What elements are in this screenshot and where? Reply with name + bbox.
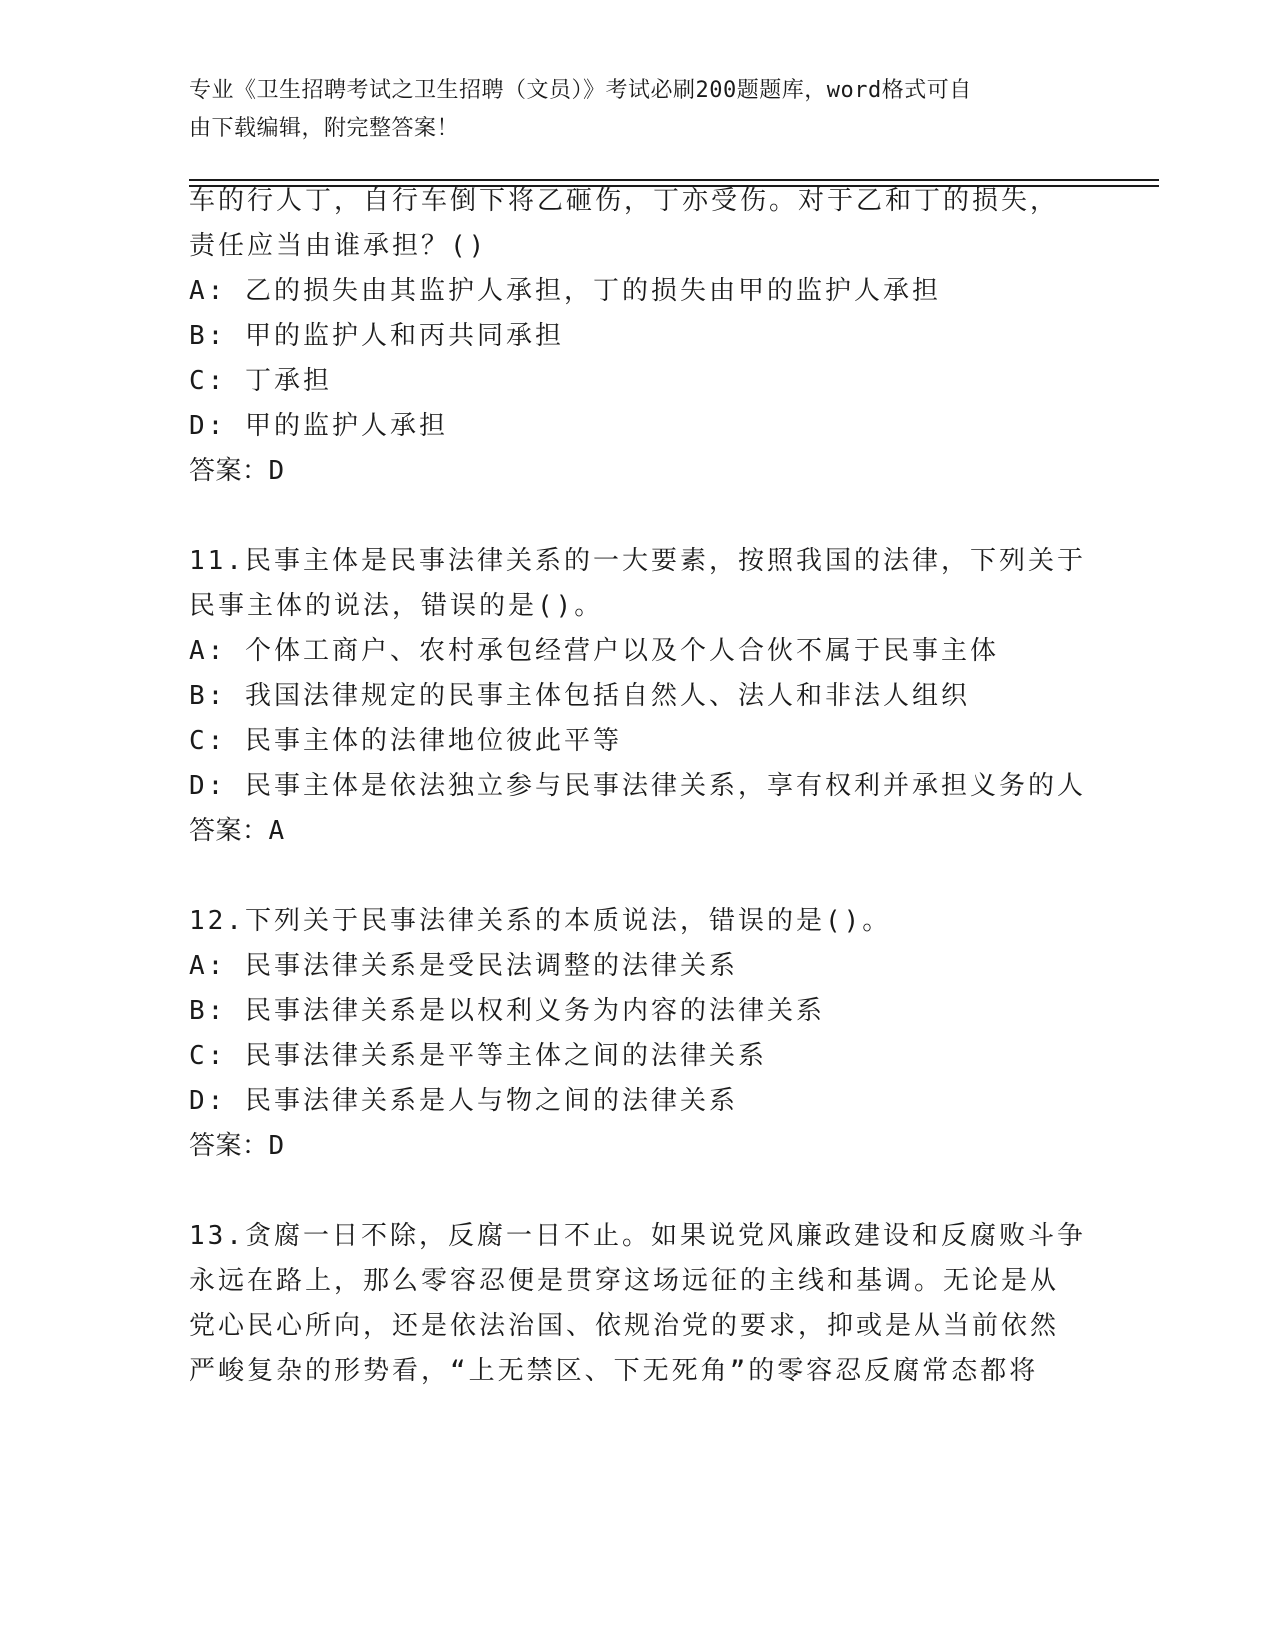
question-11-answer: 答案：A — [189, 816, 285, 846]
question-12-line-1: 12.下列关于民事法律关系的本质说法，错误的是()。 — [189, 906, 892, 936]
question-13-line-3: 党心民心所向，还是依法治国、依规治党的要求，抑或是从当前依然 — [189, 1311, 1060, 1341]
question-12-option-b: B: 民事法律关系是以权利义务为内容的法律关系 — [189, 996, 825, 1026]
question-10-option-d: D: 甲的监护人承担 — [189, 411, 448, 441]
question-10-answer: 答案：D — [189, 456, 285, 486]
question-13-line-4: 严峻复杂的形势看，“上无禁区、下无死角”的零容忍反腐常态都将 — [189, 1356, 1039, 1386]
question-10-line-2: 责任应当由谁承担？() — [189, 231, 488, 261]
question-12-option-a: A: 民事法律关系是受民法调整的法律关系 — [189, 951, 738, 981]
header-line-2: 由下载编辑，附完整答案！ — [189, 116, 460, 141]
question-12-option-d: D: 民事法律关系是人与物之间的法律关系 — [189, 1086, 738, 1116]
question-12-answer: 答案：D — [189, 1131, 285, 1161]
question-11-line-2: 民事主体的说法，错误的是()。 — [189, 591, 604, 621]
question-13-line-1: 13.贪腐一日不除，反腐一日不止。如果说党风廉政建设和反腐败斗争 — [189, 1221, 1086, 1251]
question-11-option-c: C: 民事主体的法律地位彼此平等 — [189, 726, 622, 756]
header-line-1: 专业《卫生招聘考试之卫生招聘（文员）》考试必刷200题题库，word格式可自 — [189, 78, 972, 103]
question-13-line-2: 永远在路上，那么零容忍便是贯穿这场远征的主线和基调。无论是从 — [189, 1266, 1060, 1296]
question-10-option-c: C: 丁承担 — [189, 366, 332, 396]
question-11-option-d: D: 民事主体是依法独立参与民事法律关系，享有权利并承担义务的人 — [189, 771, 1086, 801]
question-11-option-a: A: 个体工商户、农村承包经营户以及个人合伙不属于民事主体 — [189, 636, 999, 666]
question-11-option-b: B: 我国法律规定的民事主体包括自然人、法人和非法人组织 — [189, 681, 970, 711]
question-10-option-a: A: 乙的损失由其监护人承担，丁的损失由甲的监护人承担 — [189, 276, 941, 306]
question-10-line-1: 车的行人丁，自行车倒下将乙砸伤，丁亦受伤。对于乙和丁的损失， — [189, 186, 1060, 216]
question-11-line-1: 11.民事主体是民事法律关系的一大要素，按照我国的法律，下列关于 — [189, 546, 1086, 576]
question-12-option-c: C: 民事法律关系是平等主体之间的法律关系 — [189, 1041, 767, 1071]
page-header — [189, 72, 1079, 148]
question-10-option-b: B: 甲的监护人和丙共同承担 — [189, 321, 564, 351]
